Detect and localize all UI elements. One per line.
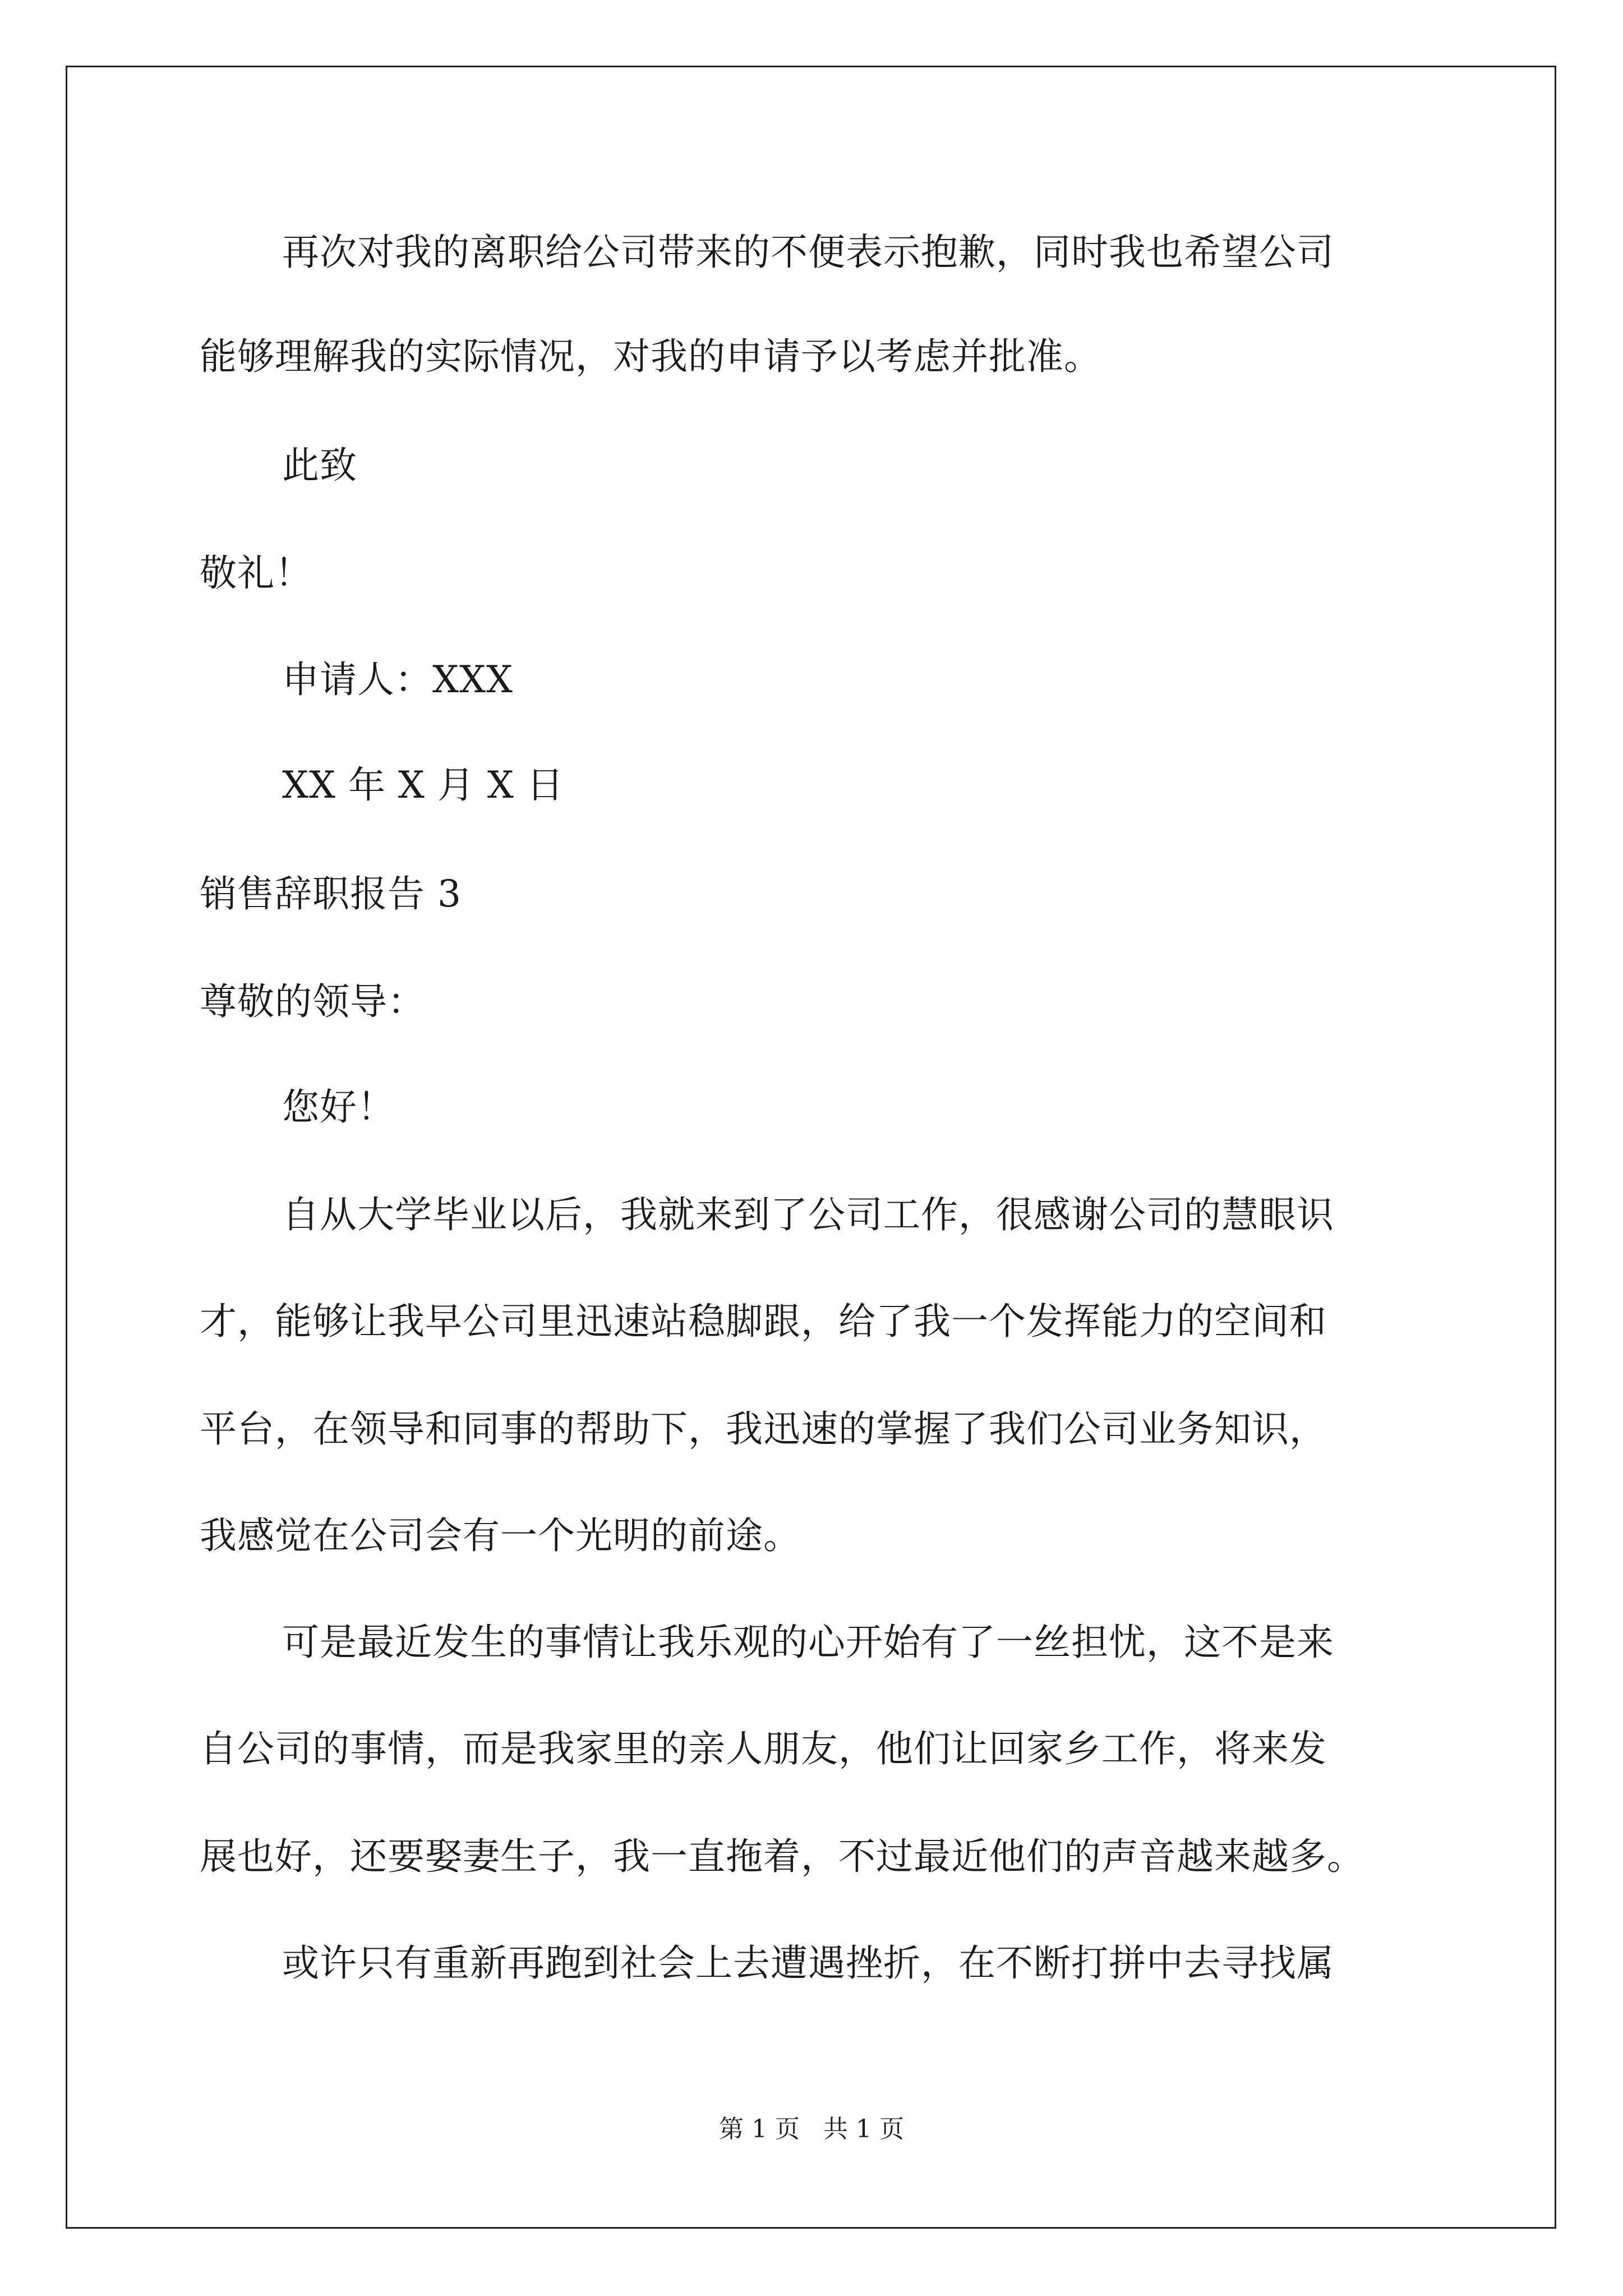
paragraph-line: 自从大学毕业以后，我就来到了公司工作，很感谢公司的慧眼识 xyxy=(282,1193,1334,1236)
signature-date: XX 年 X 月 X 日 xyxy=(282,763,564,807)
paragraph-line: 我感觉在公司会有一个光明的前途。 xyxy=(200,1514,801,1557)
closing-regards: 敬礼！ xyxy=(200,551,312,595)
paragraph-line: 可是最近发生的事情让我乐观的心开始有了一丝担忧，这不是来 xyxy=(282,1621,1334,1664)
paragraph-line: 才，能够让我早公司里迅速站稳脚跟，给了我一个发挥能力的空间和 xyxy=(200,1300,1327,1343)
paragraph-line: 能够理解我的实际情况，对我的申请予以考虑并批准。 xyxy=(200,335,1101,378)
page-footer: 第 1 页 共 1 页 xyxy=(719,2115,904,2143)
paragraph-line: 展也好，还要娶妻生子，我一直拖着，不过最近他们的声音越来越多。 xyxy=(200,1835,1364,1878)
paragraph-line: 自公司的事情，而是我家里的亲人朋友，他们让回家乡工作，将来发 xyxy=(200,1727,1327,1770)
closing-salutation: 此致 xyxy=(282,444,357,487)
greeting: 尊敬的领导： xyxy=(200,980,425,1023)
greeting-hello: 您好！ xyxy=(282,1085,395,1129)
page-border xyxy=(66,66,1556,2229)
applicant-signature: 申请人：XXX xyxy=(282,658,513,701)
section-heading: 销售辞职报告 3 xyxy=(200,872,462,915)
paragraph-line: 再次对我的离职给公司带来的不便表示抱歉，同时我也希望公司 xyxy=(282,231,1334,274)
paragraph-line: 平台，在领导和同事的帮助下，我迅速的掌握了我们公司业务知识， xyxy=(200,1407,1327,1451)
paragraph-line: 或许只有重新再跑到社会上去遭遇挫折，在不断打拼中去寻找属 xyxy=(282,1941,1334,1985)
